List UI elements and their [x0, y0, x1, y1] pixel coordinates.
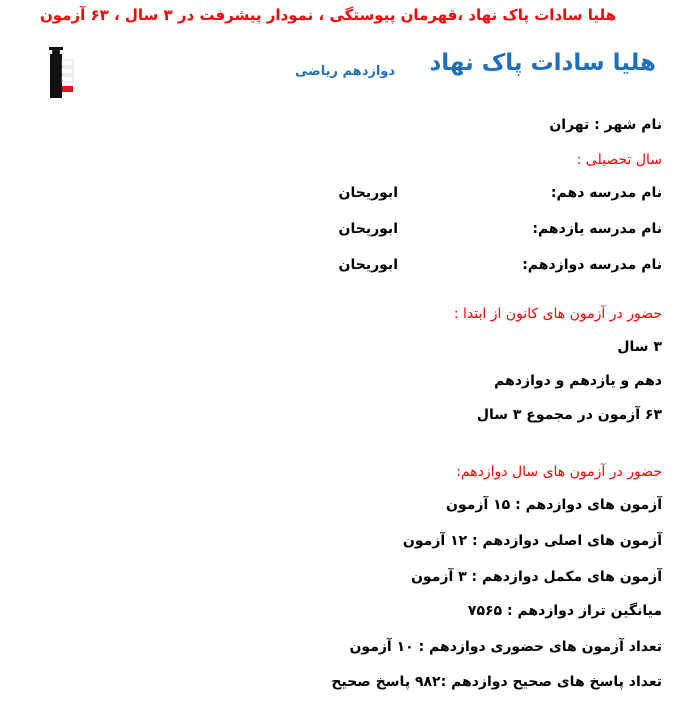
- school-11-label: نام مدرسه یازدهم:: [532, 221, 662, 237]
- school-10-value: ابوریحان: [338, 185, 398, 201]
- attendance-total-line: دهم و یازدهم و دوازدهم: [494, 373, 662, 389]
- attendance-12-line: تعداد پاسخ های صحیح دوازدهم :۹۸۲ پاسخ صحیح: [331, 674, 662, 690]
- city: نام شهر : تهران: [549, 117, 662, 133]
- student-name: هلیا سادات پاک نهاد: [429, 50, 656, 76]
- attendance-total-line: ۳ سال: [617, 339, 662, 355]
- school-11-value: ابوریحان: [338, 221, 398, 237]
- academic-year-label: سال تحصیلی :: [576, 152, 662, 168]
- attendance-12-heading: حضور در آزمون های سال دوازدهم:: [456, 464, 662, 480]
- attendance-12-line: میانگین تراز دوازدهم : ۷۵۶۵: [467, 603, 662, 619]
- kanoon-logo-icon: [48, 46, 74, 102]
- school-12-value: ابوریحان: [338, 257, 398, 273]
- school-12-label: نام مدرسه دوازدهم:: [522, 257, 662, 273]
- attendance-12-line: آزمون های دوازدهم : ۱۵ آزمون: [446, 497, 662, 513]
- attendance-total-heading: حضور در آزمون های کانون از ابتدا :: [453, 306, 662, 322]
- attendance-12-line: آزمون های اصلی دوازدهم : ۱۲ آزمون: [402, 533, 662, 549]
- grade-field: دوازدهم ریاضی: [295, 64, 396, 79]
- page-title: هلیا سادات پاک نهاد ،قهرمان پیوستگی ، نمودار پیشرفت در ۳ سال ، ۶۳ آزمون: [39, 6, 617, 24]
- attendance-12-line: تعداد آزمون های حضوری دوازدهم : ۱۰ آزمون: [349, 639, 662, 655]
- school-10-label: نام مدرسه دهم:: [550, 185, 662, 201]
- attendance-total-line: ۶۳ آزمون در مجموع ۳ سال: [476, 407, 662, 423]
- attendance-12-line: آزمون های مکمل دوازدهم : ۳ آزمون: [410, 569, 662, 585]
